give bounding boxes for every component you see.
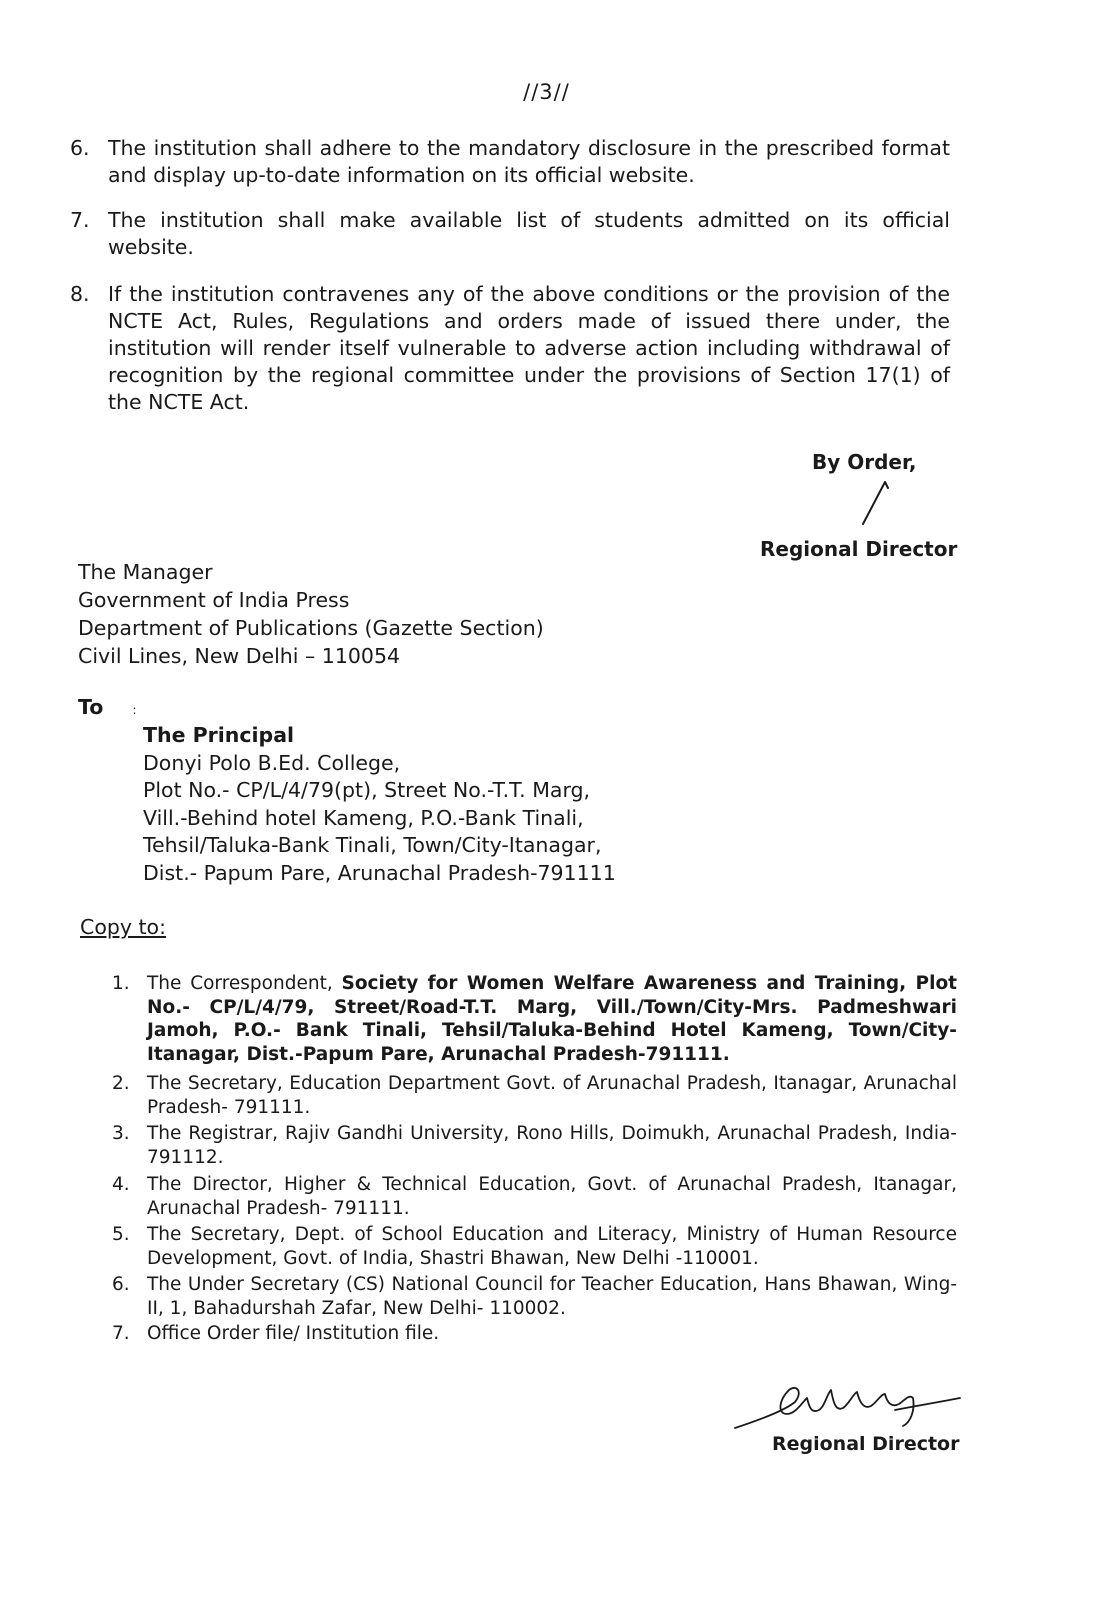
to-colon: : xyxy=(132,703,137,717)
manager-address xyxy=(78,558,544,670)
copy-to-item xyxy=(112,1173,957,1220)
address-line: The Manager xyxy=(78,560,213,584)
to-label xyxy=(78,695,137,719)
copy-to-lead: The Correspondent, xyxy=(147,973,333,994)
signature-mark xyxy=(855,478,895,528)
closing-signatory-title: Regional Director xyxy=(772,1433,960,1455)
copy-to-text: Office Order file/ Institution file. xyxy=(147,1323,440,1344)
copy-to-item xyxy=(112,972,957,1066)
copy-to-item xyxy=(112,1273,957,1320)
condition-item xyxy=(70,281,950,416)
copy-to-number: 3. xyxy=(112,1123,130,1144)
copy-to-item xyxy=(112,1122,957,1169)
address-line: Government of India Press xyxy=(78,588,350,612)
page-number: //3// xyxy=(523,80,570,104)
condition-text: If the institution contravenes any of the above conditions or the provision of the NCTE Act, Rules, Regulations and orders made of issued there under, the institution will render itself vulnerable to adverse action including withdrawal of recognition by the regional committee under the provisions of Section 17(1) of the NCTE Act. xyxy=(108,282,950,414)
copy-to-number: 7. xyxy=(112,1323,130,1344)
to-text: To xyxy=(78,695,104,719)
address-line: Vill.-Behind hotel Kameng, P.O.-Bank Tinali, xyxy=(143,805,584,830)
address-line: Tehsil/Taluka-Bank Tinali, Town/City-Itanagar, xyxy=(143,833,602,857)
copy-to-item xyxy=(112,1223,957,1270)
address-line: Dist.- Papum Pare, Arunachal Pradesh-791111 xyxy=(143,860,616,885)
copy-to-bold-text: Society for Women Welfare Awareness and Training, Plot No.- CP/L/4/79, Street/Road-T.T. Marg, Vill./Town/City-Mrs. Padmeshwari Jamoh, P.O.- Bank Tinali, Tehsil/Taluka-Behind Hotel Kameng, Town/City-Itanagar, Dist.-Papum Pare, Arunachal Pradesh-791111. xyxy=(147,973,957,1065)
address-line: Civil Lines, New Delhi – 110054 xyxy=(78,644,401,668)
copy-to-item xyxy=(112,1322,957,1346)
condition-text: The institution shall adhere to the mandatory disclosure in the prescribed format and display up-to-date information on its official website. xyxy=(108,136,950,187)
copy-to-text: The Secretary, Education Department Govt. of Arunachal Pradesh, Itanagar, Arunachal Pradesh- 791111. xyxy=(147,1073,957,1118)
address-line: Donyi Polo B.Ed. College, xyxy=(143,750,401,775)
by-order-label: By Order, xyxy=(812,450,917,474)
address-line: The Principal xyxy=(143,723,295,747)
copy-to-text xyxy=(147,972,957,1066)
condition-number: 8. xyxy=(70,282,90,306)
copy-to-number: 4. xyxy=(112,1174,130,1195)
condition-text: The institution shall make available list of students admitted on its official website. xyxy=(108,208,950,259)
copy-to-number: 2. xyxy=(112,1073,130,1094)
address-line: Plot No.- CP/L/4/79(pt), Street No.-T.T. Marg, xyxy=(143,778,591,802)
address-line: Department of Publications (Gazette Section) xyxy=(78,616,544,640)
copy-to-text: The Under Secretary (CS) National Council for Teacher Education, Hans Bhawan, Wing-II, 1, Bahadurshah Zafar, New Delhi- 110002. xyxy=(147,1274,957,1319)
copy-to-number: 6. xyxy=(112,1274,130,1295)
copy-to-text: The Secretary, Dept. of School Education and Literacy, Ministry of Human Resource Development, Govt. of India, Shastri Bhawan, New Delhi -110001. xyxy=(147,1224,957,1269)
signatory-title: Regional Director xyxy=(760,537,958,561)
copy-to-text: The Director, Higher & Technical Education, Govt. of Arunachal Pradesh, Itanagar, Arunachal Pradesh- 791111. xyxy=(147,1174,957,1219)
condition-number: 6. xyxy=(70,136,90,160)
principal-address xyxy=(143,722,616,887)
condition-number: 7. xyxy=(70,208,90,232)
handwritten-signature xyxy=(725,1370,975,1440)
copy-to-number: 1. xyxy=(112,973,130,994)
copy-to-heading: Copy to: xyxy=(80,915,167,939)
copy-to-number: 5. xyxy=(112,1224,130,1245)
copy-to-text: The Registrar, Rajiv Gandhi University, Rono Hills, Doimukh, Arunachal Pradesh, India- 791112. xyxy=(147,1123,957,1168)
copy-to-item xyxy=(112,1072,957,1119)
condition-item xyxy=(70,207,950,261)
condition-item xyxy=(70,135,950,189)
